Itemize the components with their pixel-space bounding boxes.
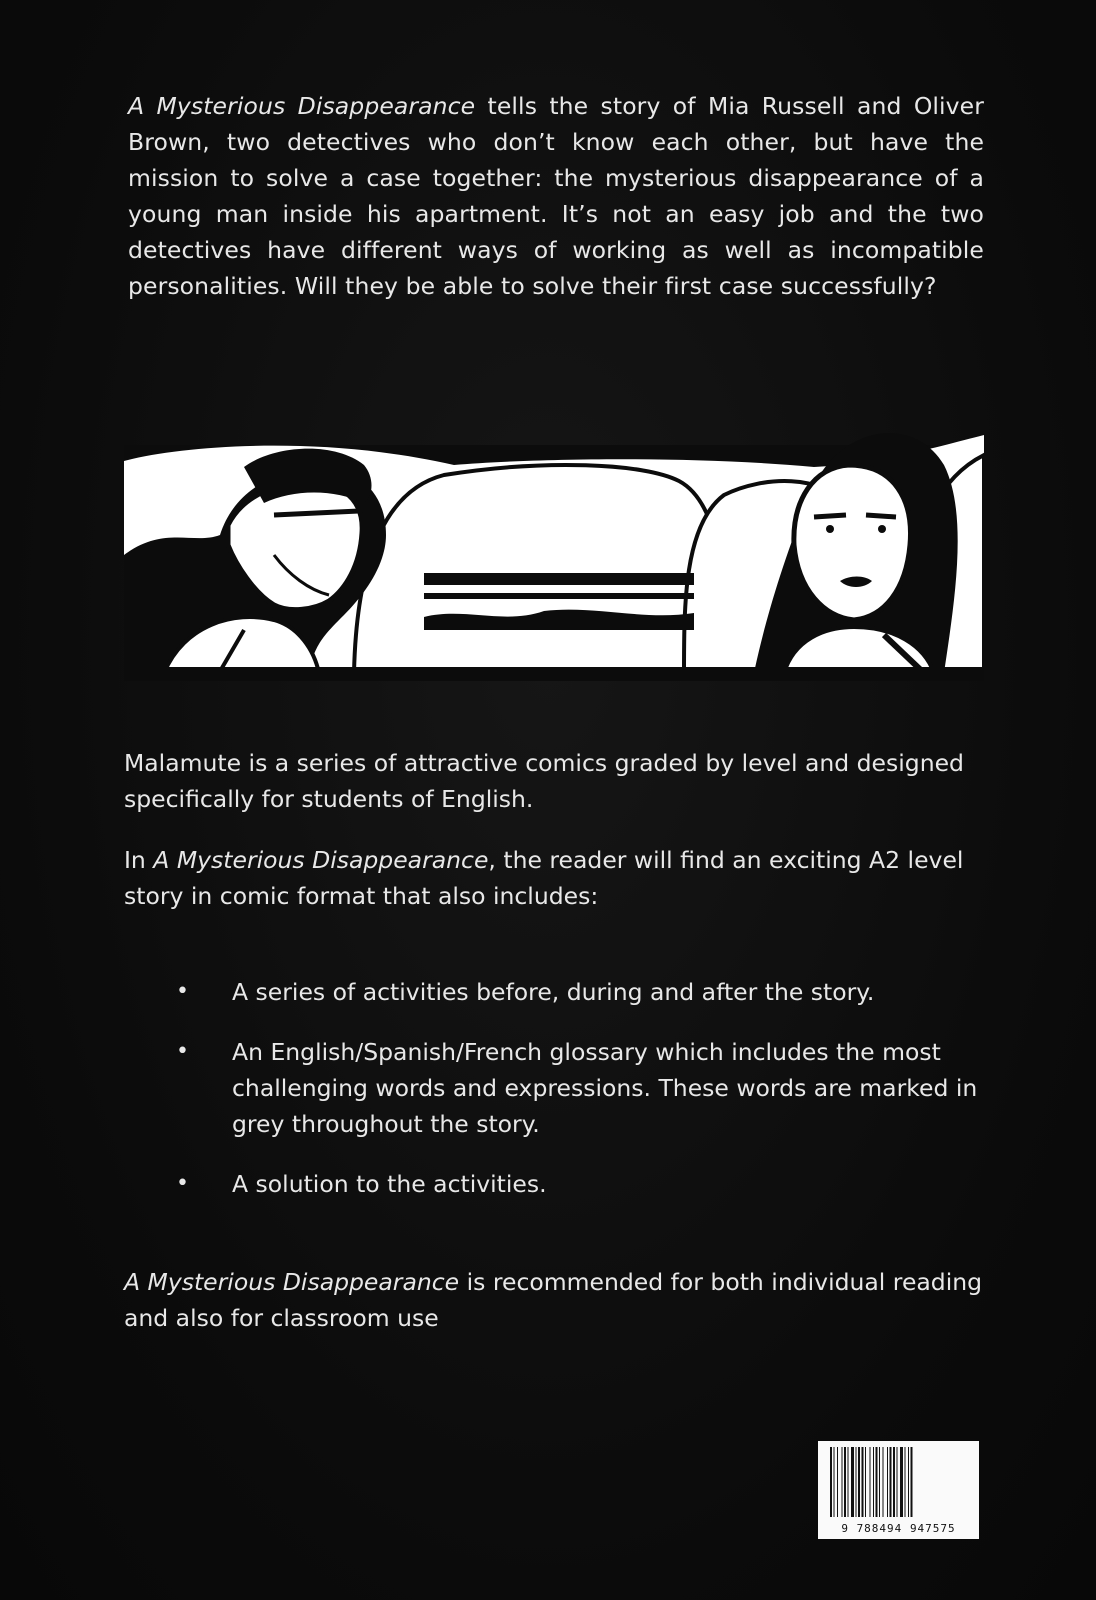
- barcode-bar: [911, 1447, 913, 1517]
- barcode-group-1: 788494: [856, 1522, 903, 1535]
- barcode-bar: [870, 1447, 871, 1517]
- bullet-icon: •: [176, 979, 189, 1004]
- barcode-bar: [851, 1447, 854, 1517]
- includes-intro: [124, 842, 984, 914]
- barcode-number: [818, 1522, 979, 1535]
- barcode-bar: [883, 1447, 884, 1517]
- barcode-bar: [834, 1447, 835, 1517]
- includes-list: [124, 974, 984, 1226]
- barcode-bar: [890, 1447, 892, 1517]
- barcode-bar: [887, 1447, 888, 1517]
- barcode-bar: [858, 1447, 860, 1517]
- barcode-bar: [893, 1447, 895, 1517]
- blurb-paragraph: [128, 88, 984, 304]
- barcode-bar: [830, 1447, 832, 1517]
- barcode-bar: [842, 1447, 843, 1517]
- includes-intro-text: , the reader will find an exciting A2 level story in comic format that also includes:: [124, 846, 964, 910]
- barcode-bar: [844, 1447, 846, 1517]
- barcode-group-2: 947575: [909, 1522, 956, 1535]
- barcode-bar: [837, 1447, 838, 1517]
- barcode-bar: [862, 1447, 864, 1517]
- list-item-text: An English/Spanish/French glossary which includes the most challenging words and expressions. These words are marked in grey throughout the story.: [232, 1038, 978, 1138]
- book-title-italic: A Mysterious Disappearance: [128, 92, 476, 120]
- list-item-text: A series of activities before, during and after the story.: [232, 978, 875, 1006]
- bullet-icon: •: [176, 1171, 189, 1196]
- barcode-bar: [908, 1447, 909, 1517]
- barcode-lead-digit: 9: [841, 1522, 849, 1535]
- book-title-italic: A Mysterious Disappearance: [153, 846, 489, 874]
- barcode-bar: [879, 1447, 880, 1517]
- isbn-barcode: [818, 1441, 979, 1539]
- recommendation-text: is recommended for both individual reading and also for classroom use: [124, 1268, 983, 1332]
- series-description: Malamute is a series of attractive comics graded by level and designed specifically for students of English.: [124, 749, 964, 813]
- book-title-italic: A Mysterious Disappearance: [124, 1268, 460, 1296]
- blurb-text: tells the story of Mia Russell and Oliver Brown, two detectives who don’t know each other, but have the mission to solve a case together: the mysterious disappearance of a young man inside his apartment. It’s not an easy job and the two detectives have different ways of working as well as incompatible personalities. Will they be able to solve their first case successfully?: [128, 92, 984, 300]
- recommendation: [124, 1264, 984, 1336]
- barcode-bar: [905, 1447, 906, 1517]
- barcode-bar: [897, 1447, 898, 1517]
- list-item: [124, 1034, 984, 1142]
- barcode-bar: [848, 1447, 849, 1517]
- list-item: [124, 974, 984, 1010]
- barcode-bar: [876, 1447, 878, 1517]
- barcode-bar: [865, 1447, 866, 1517]
- barcode-bar: [856, 1447, 857, 1517]
- comic-panel-illustration: [124, 405, 984, 681]
- list-item: [124, 1166, 984, 1202]
- bullet-icon: •: [176, 1039, 189, 1064]
- barcode-bar: [900, 1447, 903, 1517]
- includes-intro-prefix: In: [124, 846, 154, 874]
- barcode-bar: [873, 1447, 874, 1517]
- list-item-text: A solution to the activities.: [232, 1170, 547, 1198]
